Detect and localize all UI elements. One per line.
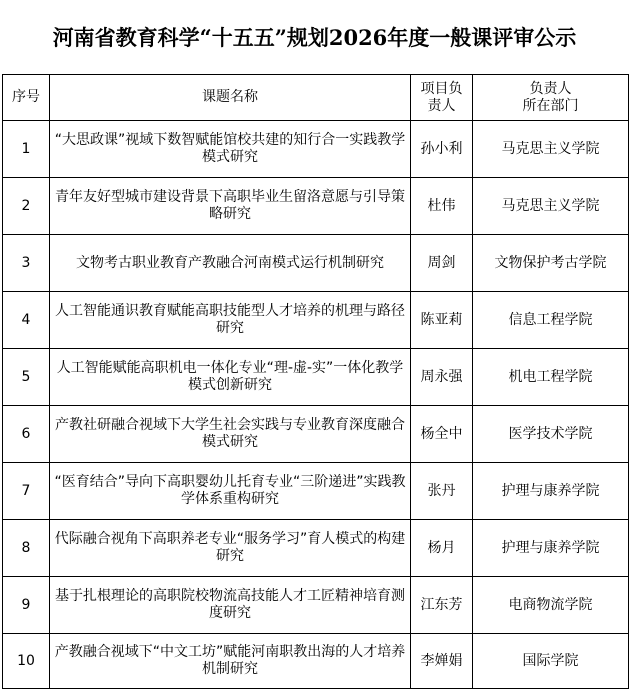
table-row — [3, 577, 629, 634]
project-leader: 江东芳 — [411, 577, 473, 634]
project-leader: 孙小利 — [411, 121, 473, 178]
table-row — [3, 520, 629, 577]
project-title: 产教社研融合视域下大学生社会实践与专业教育深度融合模式研究 — [50, 406, 411, 463]
leader-department: 医学技术学院 — [473, 406, 629, 463]
table-row — [3, 235, 629, 292]
row-number: 5 — [3, 349, 50, 406]
project-leader: 张丹 — [411, 463, 473, 520]
table-row — [3, 463, 629, 520]
table-row — [3, 634, 629, 689]
row-number: 3 — [3, 235, 50, 292]
project-title: 文物考古职业教育产教融合河南模式运行机制研究 — [50, 235, 411, 292]
header-dept-line1: 负责人 — [529, 80, 572, 97]
header-row — [3, 75, 629, 121]
project-title: 人工智能赋能高职机电一体化专业“理-虚-实”一体化教学模式创新研究 — [50, 349, 411, 406]
leader-department: 电商物流学院 — [473, 577, 629, 634]
project-leader: 周剑 — [411, 235, 473, 292]
page-title: 河南省教育科学“十五五”规划2026年度一般课评审公示 — [52, 25, 577, 50]
header-dept-line2: 所在部门 — [522, 97, 579, 114]
header-lead — [411, 75, 473, 121]
row-number: 9 — [3, 577, 50, 634]
project-leader: 杜伟 — [411, 178, 473, 235]
row-number: 7 — [3, 463, 50, 520]
header-title: 课题名称 — [50, 75, 411, 121]
row-number: 1 — [3, 121, 50, 178]
header-dept — [473, 75, 629, 121]
project-leader: 李婵娟 — [411, 634, 473, 689]
row-number: 10 — [3, 634, 50, 689]
project-title: 代际融合视角下高职养老专业“服务学习”育人模式的构建研究 — [50, 520, 411, 577]
row-number: 6 — [3, 406, 50, 463]
leader-department: 护理与康养学院 — [473, 520, 629, 577]
leader-department: 国际学院 — [473, 634, 629, 689]
project-leader: 周永强 — [411, 349, 473, 406]
table-row — [3, 121, 629, 178]
project-title: “大思政课”视域下数智赋能馆校共建的知行合一实践教学模式研究 — [50, 121, 411, 178]
header-lead-line2: 责人 — [427, 97, 456, 114]
leader-department: 机电工程学院 — [473, 349, 629, 406]
project-title: 人工智能通识教育赋能高职技能型人才培养的机理与路径研究 — [50, 292, 411, 349]
project-title: “医育结合”导向下高职婴幼儿托育专业“三阶递进”实践教学体系重构研究 — [50, 463, 411, 520]
header-no: 序号 — [3, 75, 50, 121]
leader-department: 马克思主义学院 — [473, 178, 629, 235]
row-number: 8 — [3, 520, 50, 577]
table-row — [3, 406, 629, 463]
project-leader: 杨全中 — [411, 406, 473, 463]
leader-department: 马克思主义学院 — [473, 121, 629, 178]
table-row — [3, 178, 629, 235]
project-title: 基于扎根理论的高职院校物流高技能人才工匠精神培育测度研究 — [50, 577, 411, 634]
leader-department: 文物保护考古学院 — [473, 235, 629, 292]
table-row — [3, 349, 629, 406]
header-lead-line1: 项目负 — [420, 80, 463, 97]
project-title: 产教融合视域下“中文工坊”赋能河南职教出海的人才培养机制研究 — [50, 634, 411, 689]
project-table — [2, 74, 629, 689]
table-row — [3, 292, 629, 349]
leader-department: 护理与康养学院 — [473, 463, 629, 520]
row-number: 4 — [3, 292, 50, 349]
leader-department: 信息工程学院 — [473, 292, 629, 349]
project-leader: 杨月 — [411, 520, 473, 577]
row-number: 2 — [3, 178, 50, 235]
project-leader: 陈亚莉 — [411, 292, 473, 349]
project-title: 青年友好型城市建设背景下高职毕业生留洛意愿与引导策略研究 — [50, 178, 411, 235]
